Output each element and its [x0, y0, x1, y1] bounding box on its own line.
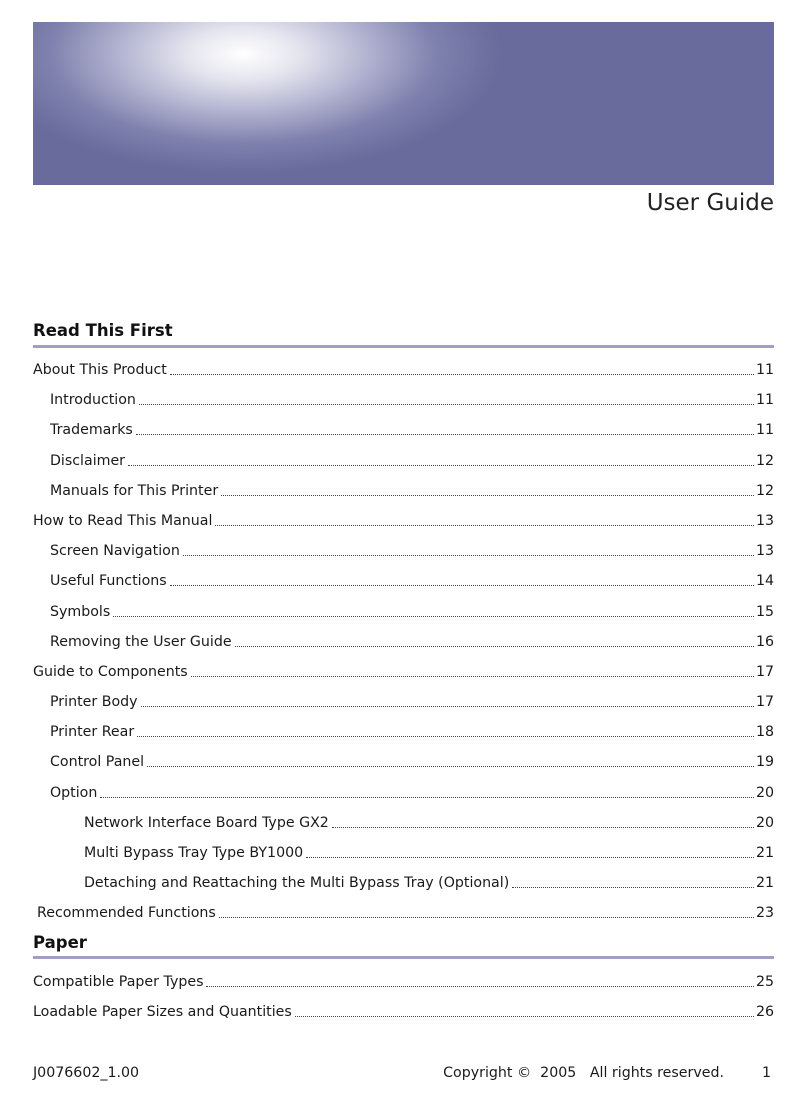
dot-leader	[113, 615, 754, 617]
dot-leader	[306, 856, 754, 858]
dot-leader	[219, 916, 754, 918]
toc-entry-manuals-for-this-printer[interactable]	[50, 480, 774, 500]
toc-entry-page: 18	[755, 724, 774, 740]
header-banner	[33, 22, 774, 185]
toc-entry-page: 20	[755, 785, 774, 801]
document-title: User Guide	[646, 190, 774, 216]
toc-entry-title: Symbols	[50, 604, 111, 620]
toc-entry-page: 23	[755, 905, 774, 921]
toc-entry-how-to-read-this-manual[interactable]	[33, 510, 774, 530]
toc-entry-title: Loadable Paper Sizes and Quantities	[33, 1004, 292, 1020]
toc-entry-page: 16	[755, 634, 774, 650]
dot-leader	[512, 886, 754, 888]
toc-entry-page: 20	[755, 815, 774, 831]
toc-entry-guide-to-components[interactable]	[33, 661, 774, 681]
toc-entry-detaching-reattaching-tray[interactable]	[84, 872, 774, 892]
toc-entry-title: Useful Functions	[50, 573, 167, 589]
toc-entry-title: Option	[50, 785, 98, 801]
toc-entry-page: 11	[755, 362, 774, 378]
dot-leader	[147, 765, 754, 767]
toc-entry-about-this-product[interactable]	[33, 359, 774, 379]
toc-entry-compatible-paper-types[interactable]	[33, 971, 774, 991]
dot-leader	[141, 705, 754, 707]
toc-entry-title: How to Read This Manual	[33, 513, 213, 529]
toc-entry-title: Printer Rear	[50, 724, 135, 740]
dot-leader	[221, 494, 754, 496]
toc-entry-page: 12	[755, 453, 774, 469]
dot-leader	[100, 796, 754, 798]
dot-leader	[235, 645, 754, 647]
section-heading-read-this-first: Read This First	[33, 321, 173, 340]
toc-entry-title: Recommended Functions	[37, 905, 216, 921]
dot-leader	[136, 433, 754, 435]
dot-leader	[170, 373, 754, 375]
section-divider	[33, 956, 774, 959]
footer-document-id: J0076602_1.00	[33, 1065, 140, 1081]
toc-entry-screen-navigation[interactable]	[50, 540, 774, 560]
toc-entry-page: 17	[755, 694, 774, 710]
toc-entry-symbols[interactable]	[50, 601, 774, 621]
toc-entry-title: Control Panel	[50, 754, 145, 770]
toc-entry-page: 21	[755, 845, 774, 861]
toc-entry-page: 25	[755, 974, 774, 990]
toc-entry-page: 11	[755, 422, 774, 438]
toc-entry-trademarks[interactable]	[50, 419, 774, 439]
toc-entry-page: 26	[755, 1004, 774, 1020]
toc-entry-title: Compatible Paper Types	[33, 974, 204, 990]
toc-entry-title: Printer Body	[50, 694, 138, 710]
footer-page-number: 1	[761, 1065, 771, 1081]
toc-entry-recommended-functions[interactable]	[37, 902, 774, 922]
toc-entry-page: 19	[755, 754, 774, 770]
toc-entry-control-panel[interactable]	[50, 751, 774, 771]
toc-entry-page: 12	[755, 483, 774, 499]
toc-entry-page: 17	[755, 664, 774, 680]
toc-entry-title: Guide to Components	[33, 664, 188, 680]
toc-entry-title: Multi Bypass Tray Type BY1000	[84, 845, 304, 861]
toc-entry-useful-functions[interactable]	[50, 570, 774, 590]
toc-entry-printer-body[interactable]	[50, 691, 774, 711]
toc-entry-introduction[interactable]	[50, 389, 774, 409]
toc-entry-page: 15	[755, 604, 774, 620]
toc-entry-title: Removing the User Guide	[50, 634, 232, 650]
toc-entry-disclaimer[interactable]	[50, 450, 774, 470]
toc-entry-title: About This Product	[33, 362, 167, 378]
toc-entry-title: Manuals for This Printer	[50, 483, 219, 499]
dot-leader	[295, 1015, 754, 1017]
toc-entry-option[interactable]	[50, 782, 774, 802]
toc-entry-printer-rear[interactable]	[50, 721, 774, 741]
dot-leader	[206, 985, 753, 987]
toc-entry-page: 11	[755, 392, 774, 408]
toc-entry-multi-bypass-tray-type[interactable]	[84, 842, 774, 862]
toc-entry-page: 13	[755, 543, 774, 559]
dot-leader	[215, 524, 754, 526]
toc-entry-title: Screen Navigation	[50, 543, 180, 559]
toc-entry-title: Trademarks	[50, 422, 133, 438]
toc-entry-page: 21	[755, 875, 774, 891]
dot-leader	[332, 826, 754, 828]
toc-entry-page: 14	[755, 573, 774, 589]
dot-leader	[170, 584, 754, 586]
toc-entry-page: 13	[755, 513, 774, 529]
toc-entry-network-interface-board[interactable]	[84, 812, 774, 832]
section-divider	[33, 345, 774, 348]
toc-entry-loadable-paper-sizes[interactable]	[33, 1001, 774, 1021]
toc-entry-title: Detaching and Reattaching the Multi Bypass Tray (Optional)	[84, 875, 510, 891]
section-heading-paper: Paper	[33, 933, 87, 952]
dot-leader	[139, 403, 754, 405]
dot-leader	[183, 554, 754, 556]
toc-entry-removing-the-user-guide[interactable]	[50, 631, 774, 651]
dot-leader	[137, 735, 754, 737]
toc-entry-title: Disclaimer	[50, 453, 126, 469]
footer-copyright: Copyright © 2005 All rights reserved.	[443, 1065, 724, 1081]
toc-entry-title: Network Interface Board Type GX2	[84, 815, 329, 831]
dot-leader	[128, 464, 754, 466]
dot-leader	[191, 675, 754, 677]
toc-entry-title: Introduction	[50, 392, 136, 408]
